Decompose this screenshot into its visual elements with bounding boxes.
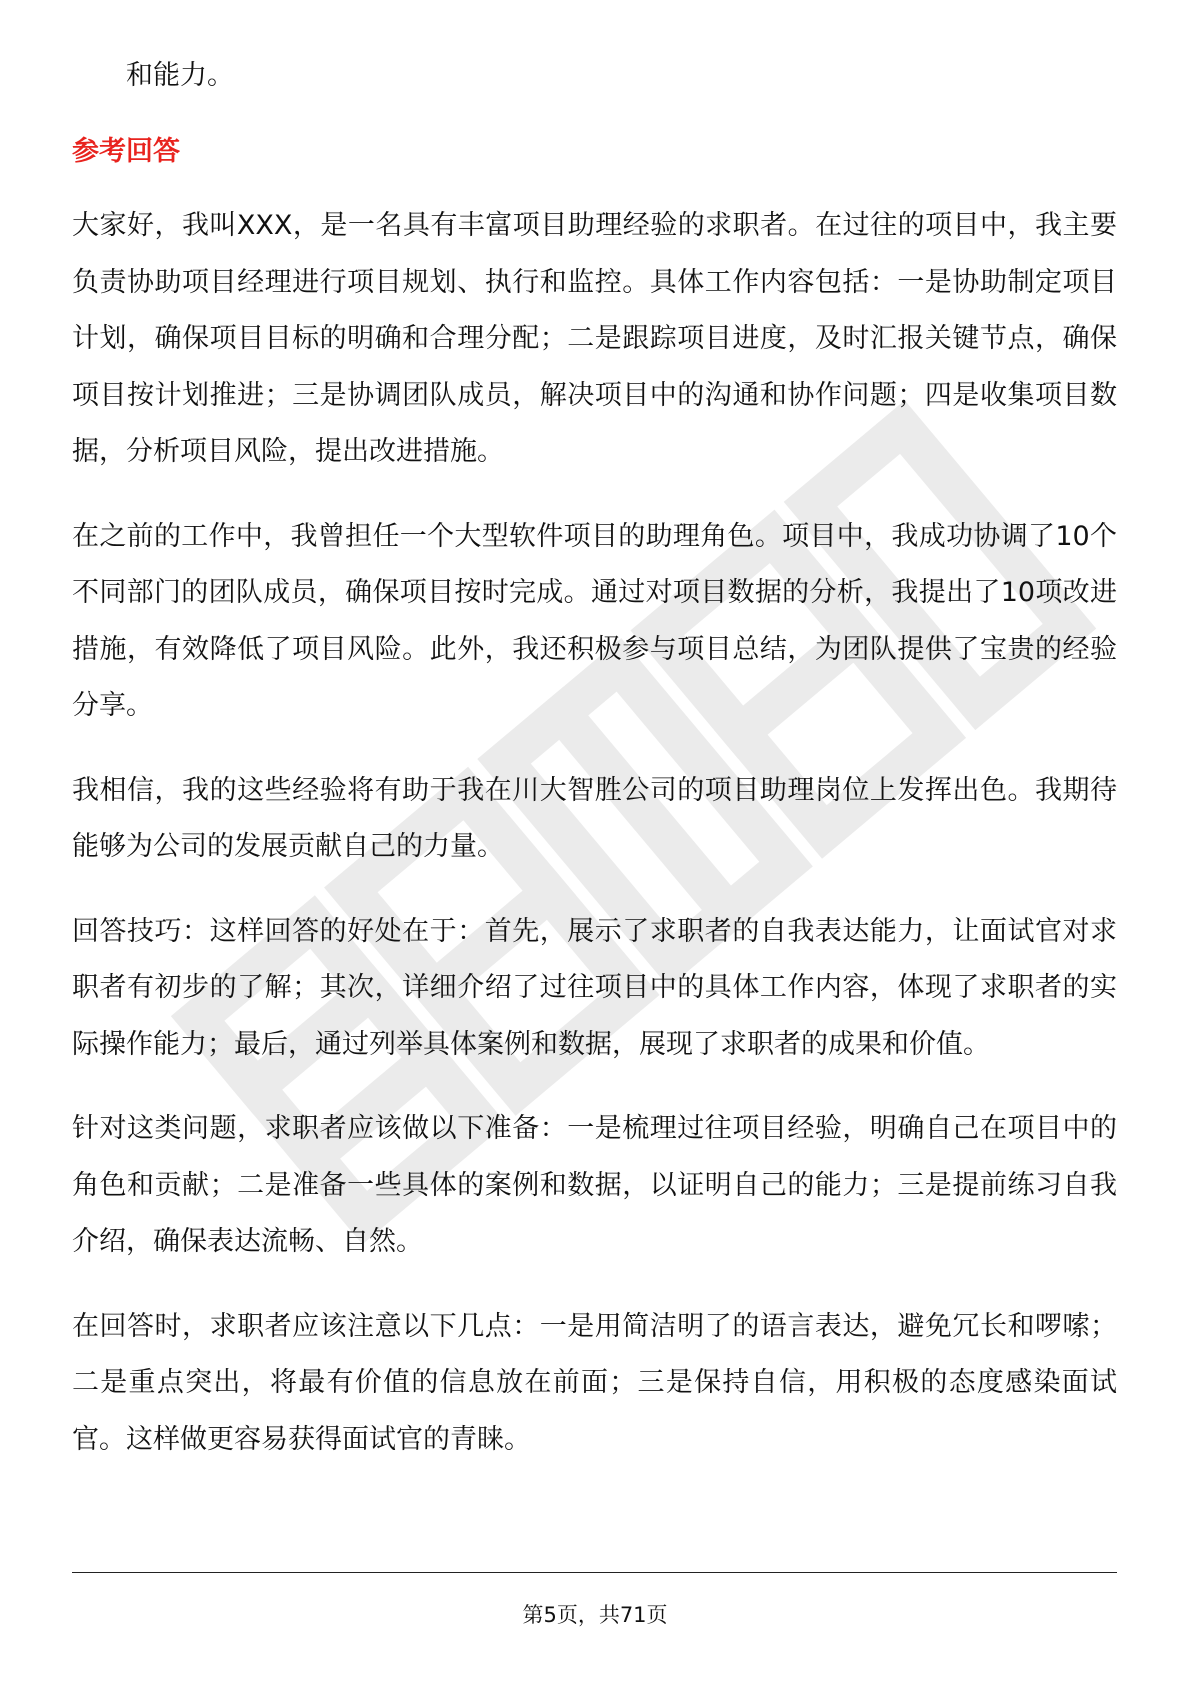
paragraph-notes: 在回答时，求职者应该注意以下几点：一是用简洁明了的语言表达，避免冗长和啰嗦；二是重点突出，将最有价值的信息放在前面；三是保持自信，用积极的态度感染面试官。这样做更容易获得面试官的青睐。 — [72, 1310, 1117, 1455]
section-heading: 参考回答 — [72, 136, 180, 167]
footer-divider — [72, 1572, 1117, 1573]
paragraph-answer-tips: 回答技巧：这样回答的好处在于：首先，展示了求职者的自我表达能力，让面试官对求职者有初步的了解；其次，详细介绍了过往项目中的具体工作内容，体现了求职者的实际操作能力；最后，通过列举具体案例和数据，展现了求职者的成果和价值。 — [72, 915, 1117, 1060]
paragraph-previous-work: 在之前的工作中，我曾担任一个大型软件项目的助理角色。项目中，我成功协调了10个不同部门的团队成员，确保项目按时完成。通过对项目数据的分析，我提出了10项改进措施，有效降低了项目风险。此外，我还积极参与项目总结，为团队提供了宝贵的经验分享。 — [72, 520, 1117, 721]
paragraph-preparation: 针对这类问题，求职者应该做以下准备：一是梳理过往项目经验，明确自己在项目中的角色和贡献；二是准备一些具体的案例和数据，以证明自己的能力；三是提前练习自我介绍，确保表达流畅、自然。 — [72, 1113, 1117, 1257]
document-body — [72, 48, 1117, 1496]
paragraph-belief: 我相信，我的这些经验将有助于我在川大智胜公司的项目助理岗位上发挥出色。我期待能够为公司的发展贡献自己的力量。 — [72, 774, 1117, 862]
page-number: 第5页，共71页 — [522, 1603, 668, 1627]
continuation-text: 和能力。 — [126, 60, 234, 91]
paragraph-introduction: 大家好，我叫XXX，是一名具有丰富项目助理经验的求职者。在过往的项目中，我主要负责协助项目经理进行项目规划、执行和监控。具体工作内容包括：一是协助制定项目计划，确保项目目标的明确和合理分配；二是跟踪项目进度，及时汇报关键节点，确保项目按计划推进；三是协调团队成员，解决项目中的沟通和协作问题；四是收集项目数据，分析项目风险，提出改进措施。 — [72, 210, 1117, 467]
